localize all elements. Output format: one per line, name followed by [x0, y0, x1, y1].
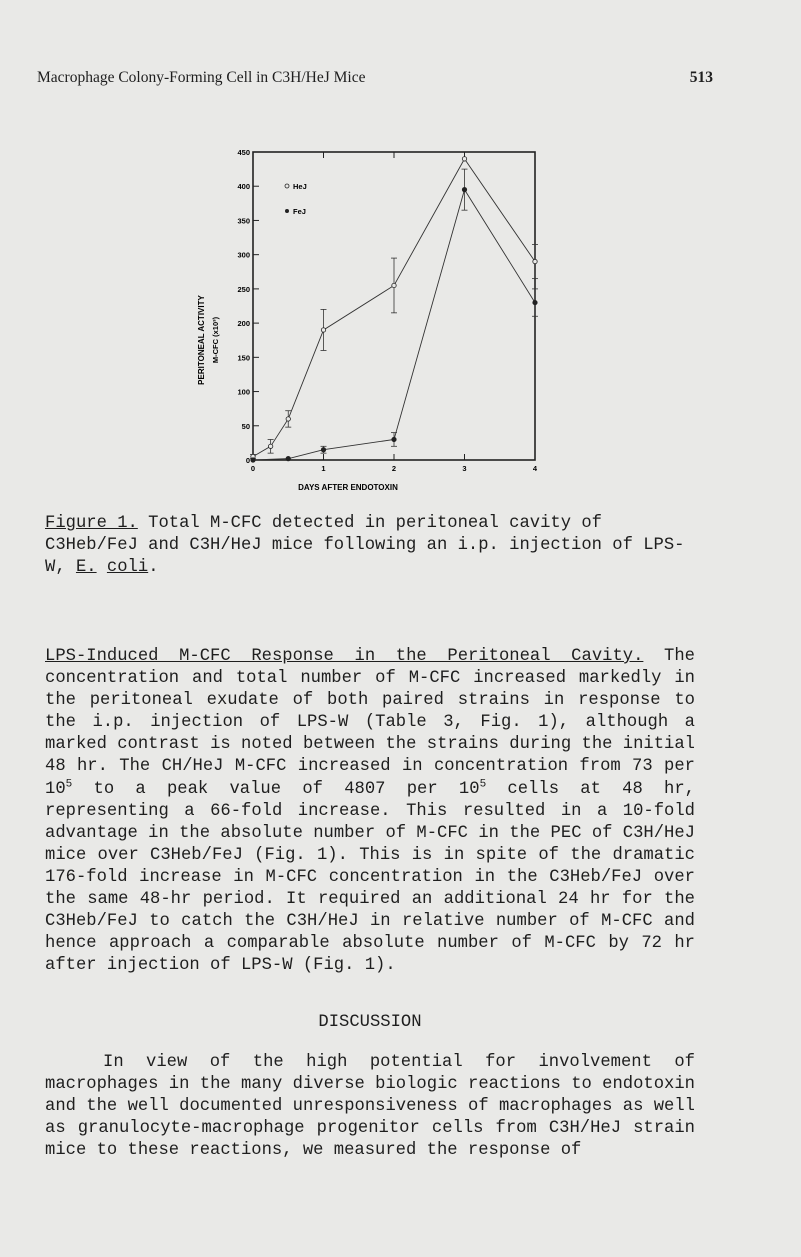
- y-tick-label: 50: [241, 421, 250, 431]
- discussion-paragraph: [45, 1052, 695, 1162]
- data-point-hej: [286, 417, 290, 421]
- running-title: Macrophage Colony-Forming Cell in C3H/HeJ Mice: [37, 69, 366, 86]
- data-point-fej: [286, 456, 290, 460]
- data-point-fej: [321, 448, 325, 452]
- x-tick-label: 1: [321, 464, 326, 473]
- x-axis-label: DAYS AFTER ENDOTOXIN: [298, 483, 398, 492]
- paragraph-part-1: The concentration and total number of M-CFC increased markedly in the peritoneal exudate of both paired strains in response to the i.p. injection of LPS-W (Table 3, Fig. 1), although a marked contrast is noted between the strains during the initial 48 hr. The CH/HeJ M-CFC increased in concentration from 73 per 10: [45, 647, 695, 799]
- data-point-hej: [268, 444, 272, 448]
- paragraph-part-2: to a peak value of 4807 per 10: [72, 779, 480, 799]
- data-point-hej: [321, 328, 325, 332]
- y-tick-label: 150: [237, 353, 250, 363]
- caption-end: .: [148, 558, 159, 577]
- figure-label: Figure 1.: [45, 514, 138, 533]
- data-point-hej: [392, 283, 396, 287]
- legend: [285, 182, 307, 216]
- y-tick-label: 300: [237, 250, 250, 260]
- data-point-hej: [462, 157, 466, 161]
- y-axis-label: PERITONEAL ACTIVITY: [197, 295, 206, 385]
- y-tick-label: 350: [237, 216, 250, 226]
- series-line-fej: [253, 190, 535, 460]
- legend-label-hej: HeJ: [293, 182, 307, 191]
- y-tick-label: 100: [237, 387, 250, 397]
- data-point-hej: [533, 259, 537, 263]
- running-head: [37, 69, 713, 93]
- data-point-fej: [533, 300, 537, 304]
- data-point-fej: [462, 187, 466, 191]
- y-tick-label: 400: [237, 182, 250, 192]
- y-tick-label: 450: [237, 148, 250, 157]
- exponent-1: 5: [65, 777, 73, 790]
- data-point-fej: [392, 437, 396, 441]
- chart-series: [250, 157, 538, 463]
- legend-marker-fej: [285, 209, 289, 213]
- exponent-2: 5: [479, 777, 487, 790]
- figure-1-chart: [190, 140, 550, 500]
- y-tick-label: 200: [237, 319, 250, 329]
- paragraph-part-3: cells at 48 hr, representing a 66-fold increase. This resulted in a 10-fold advantage in the absolute number of M-CFC in the PEC of C3H/HeJ mice over C3Heb/FeJ (Fig. 1). This is in spite of the dramatic 176-fold increase in M-CFC concentration in the C3Heb/FeJ over the same 48-hr period. It required an additional 24 hr for the C3Heb/FeJ to catch the C3H/HeJ in relative number of M-CFC and hence approach a comparable absolute number of M-CFC by 72 hr after injection of LPS-W (Fig. 1).: [45, 779, 695, 976]
- figure-caption: [45, 513, 695, 579]
- legend-marker-hej: [285, 184, 289, 188]
- section-heading: LPS-Induced M-CFC Response in the Peritoneal Cavity.: [45, 647, 644, 666]
- discussion-text: In view of the high potential for involvement of macrophages in the many diverse biologic reactions to endotoxin and the well documented unresponsiveness of macrophages as well as granulocyte-macrophage progenitor cells from C3H/HeJ strain mice to these reactions, we measured the response of: [45, 1053, 695, 1161]
- discussion-heading: DISCUSSION: [318, 1013, 422, 1032]
- x-tick-label: 4: [532, 464, 538, 473]
- x-tick-label: 0: [250, 464, 256, 473]
- caption-genus: E.: [75, 558, 97, 577]
- page-number: 513: [689, 69, 713, 86]
- chart-ticks: [237, 148, 537, 473]
- y-tick-label: 250: [237, 284, 250, 294]
- results-paragraph: [45, 646, 695, 977]
- legend-label-fej: FeJ: [293, 207, 306, 216]
- y-axis-unit-label: M-CFC (x10³): [211, 316, 220, 364]
- caption-text: Total M-CFC detected in peritoneal cavity of C3Heb/FeJ and C3H/HeJ mice following an i.p. injection of LPS-W,: [45, 514, 685, 577]
- x-tick-label: 2: [391, 464, 397, 473]
- data-point-fej: [251, 458, 255, 462]
- x-tick-label: 3: [462, 464, 467, 473]
- caption-species: coli: [106, 558, 149, 577]
- y-tick-label: 0: [245, 456, 250, 465]
